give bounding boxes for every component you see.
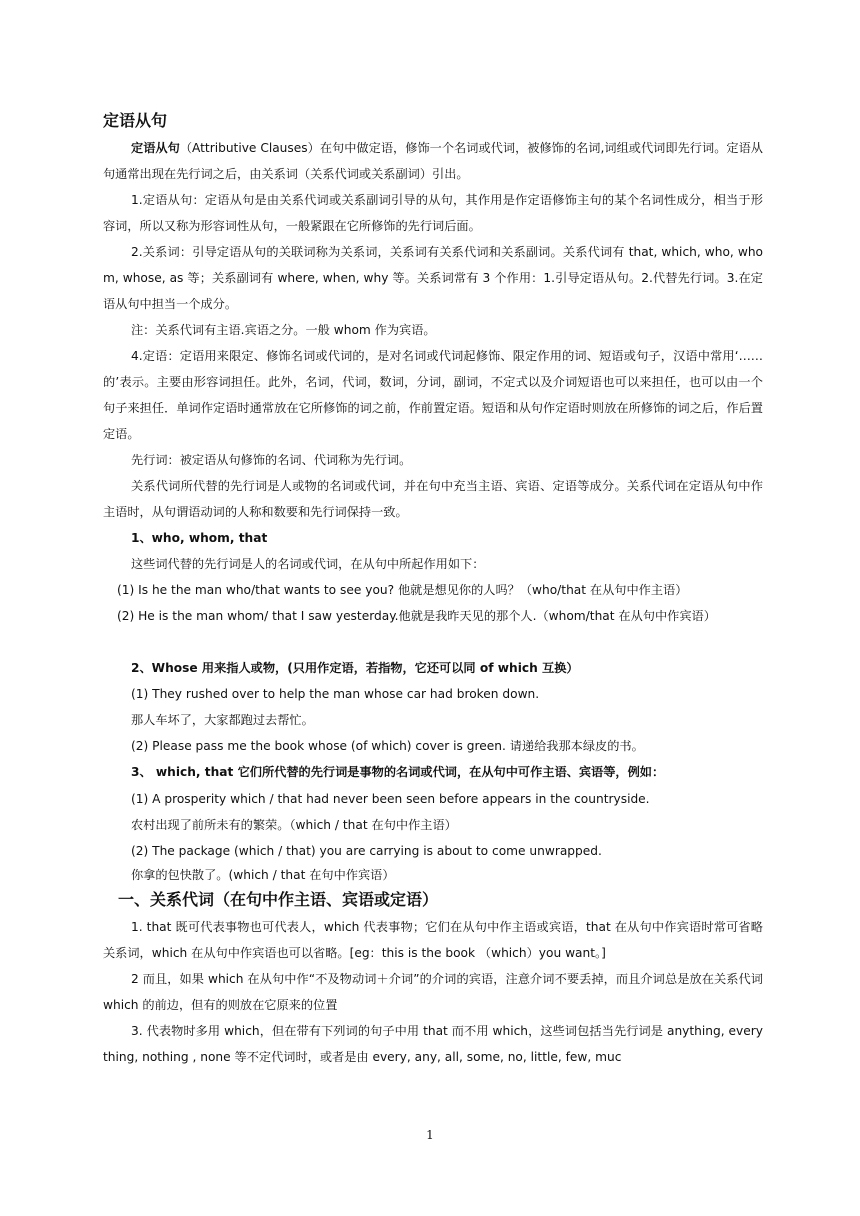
section-1-header: 1、who, whom, that <box>131 531 268 545</box>
section-2-example-2: (2) Please pass me the book whose (of which) cover is green. 请递给我那本绿皮的书。 <box>131 739 644 753</box>
section-1-desc: 这些词代替的先行词是人的名词或代词，在从句中所起作用如下： <box>131 557 485 571</box>
paragraph-1: 1.定语从句：定语从句是由关系代词或关系副词引导的从句，其作用是作定语修饰主句的某个名词性成分，相当于形容词，所以又称为形容词性从句，一般紧跟在它所修饰的先行词后面。 <box>103 193 763 233</box>
section-3-example-2-cn: 你拿的包快散了。(which / that 在句中作宾语） <box>131 868 395 882</box>
paragraph-4: 4.定语：定语用来限定、修饰名词或代词的，是对名词或代词起修饰、限定作用的词、短语或句子，汉语中常用‘……的’表示。主要由形容词担任。此外，名词，代词，数词，分词，副词，不定式以及介词短语也可以来担任，也可以由一个句子来担任．单词作定语时通常放在它所修饰的词之前，作前置定语。短语和从句作定语时则放在所修饰的词之后，作后置定语。 <box>103 349 763 441</box>
antecedent-paragraph: 先行词：被定语从句修饰的名词、代词称为先行词。 <box>131 453 412 467</box>
page-number: 1 <box>426 1128 434 1142</box>
section-2-example-1-cn: 那人车坏了，大家都跑过去帮忙。 <box>131 713 314 727</box>
rule-3: 3. 代表物时多用 which，但在带有下列词的句子中用 that 而不用 which，这些词包括当先行词是 anything, everything, nothing , none 等不定代词时，或者是由 every, any, all, some, no, little, few, muc <box>103 1024 763 1064</box>
intro-paragraph <box>103 135 763 187</box>
section-1-example-1: (1) Is he the man who/that wants to see you? 他就是想见你的人吗？（who/that 在从句中作主语） <box>117 583 688 597</box>
section-2-header: 2、Whose 用来指人或物，(只用作定语，若指物，它还可以同 of which 互换） <box>131 661 579 675</box>
section-3-example-1-cn: 农村出现了前所未有的繁荣。（which / that 在句中作主语） <box>131 818 457 832</box>
relative-pronoun-paragraph: 关系代词所代替的先行词是人或物的名词或代词，并在句中充当主语、宾语、定语等成分。关系代词在定语从句中作主语时，从句谓语动词的人称和数要和先行词保持一致。 <box>103 479 763 519</box>
section-1-example-2: (2) He is the man whom/ that I saw yesterday.他就是我昨天见的那个人.（whom/that 在从句中作宾语） <box>117 609 716 623</box>
section-3-example-1: (1) A prosperity which / that had never been seen before appears in the countryside. <box>131 792 650 806</box>
rule-1: 1. that 既可代表事物也可代表人，which 代表事物；它们在从句中作主语或宾语，that 在从句中作宾语时常可省略关系词，which 在从句中作宾语也可以省略。[eg：this is the book （which）you want。] <box>103 920 763 960</box>
rule-2: 2 而且，如果 which 在从句中作“不及物动词＋介词”的介词的宾语，注意介词不要丢掉，而且介词总是放在关系代词 which 的前边，但有的则放在它原来的位置 <box>103 972 763 1012</box>
note-paragraph: 注：关系代词有主语.宾语之分。一般 whom 作为宾语。 <box>131 323 436 337</box>
intro-term: 定语从句 <box>131 141 180 155</box>
section-heading-relative-pronouns: 一、关系代词（在句中作主语、宾语或定语） <box>118 890 439 909</box>
section-3-example-2: (2) The package (which / that) you are carrying is about to come unwrapped. <box>131 844 602 858</box>
section-2-example-1: (1) They rushed over to help the man whose car had broken down. <box>131 687 540 701</box>
section-3-header: 3、 which, that 它们所代替的先行词是事物的名词或代词，在从句中可作主语、宾语等，例如： <box>131 765 665 779</box>
intro-text: （Attributive Clauses）在句中做定语，修饰一个名词或代词，被修饰的名词,词组或代词即先行词。定语从句通常出现在先行词之后，由关系词（关系代词或关系副词）引出。 <box>103 141 763 181</box>
document-title: 定语从句 <box>103 111 168 130</box>
paragraph-2: 2.关系词：引导定语从句的关联词称为关系词，关系词有关系代词和关系副词。关系代词有 that, which, who, whom, whose, as 等；关系副词有 where, when, why 等。关系词常有 3 个作用：1.引导定语从句。2.代替先行词。3.在定语从句中担当一个成分。 <box>103 245 763 311</box>
